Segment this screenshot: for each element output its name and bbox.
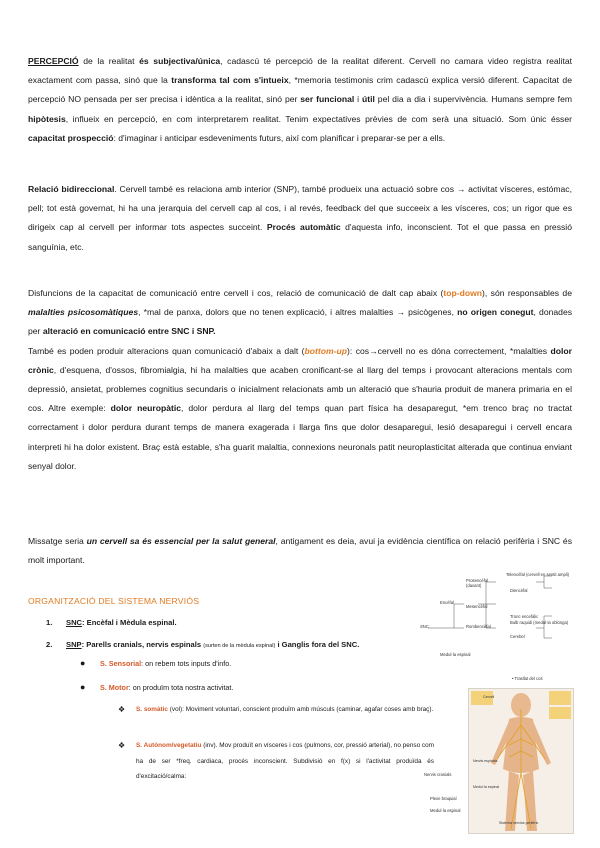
bullet-dot-icon: ●: [80, 682, 86, 692]
list-item-snp: 2. SNP: Parells cranials, nervis espinals (surten de la mèdula espinal) i Ganglis fora del SNC.: [46, 640, 360, 649]
figure-label-sistema: Sistema nerviós perifèric: [499, 821, 539, 825]
list-item-snc: 1. SNC: Encèfal i Mèdula espinal.: [46, 618, 177, 627]
paragraph-message: Missatge seria un cervell sa és essencial per la salut general, antigament es deia, avui ja evidència científica on relació perifèria i SNC és molt important.: [28, 536, 572, 566]
bullet-sensorial: ● S. Sensorial: on rebem tots inputs d'info.: [80, 658, 232, 668]
diagram-label-cerebel: Cerebel: [510, 634, 525, 639]
bullet-dot-icon: ●: [80, 658, 86, 668]
figure-label-medula: Medul·la espinal: [473, 785, 500, 789]
diamond-bullet-icon: ❖: [118, 741, 126, 750]
diagram-label-bulb: Bulb raquidi (medul·la oblonga): [510, 620, 569, 625]
diagram-label-prosencefal: Prosencèfal (davant): [466, 578, 489, 588]
nervous-system-figure: [468, 688, 574, 834]
diagram-label-diencefal: Diencèfal: [510, 588, 528, 593]
diagram-label-rombencefal: Rombencèfal: [466, 624, 491, 629]
tree-branch-prosencefal: [536, 576, 552, 588]
figure-label-medula-2: Medul·la espinal: [430, 808, 461, 813]
legend-box-icon: [549, 691, 571, 705]
nervous-system-tree-diagram: [414, 568, 590, 688]
paragraph-dysfunctions: Disfuncions de la capacitat de comunicació entre cervell i cos, relació de comunicació de dalt cap abaix (top-down), són responsables de malalties psicosomàtiques, *mal de panxa, dolors que no tenen explicació, i altres malalties → psicògenes, no origen conegut, donades per alteració en comunicació entre SNC i SNP. També es poden produir alteracions quan comunicació d'abaix a dalt (bottom-up): cos→cervell no es dóna correctement, *malalties dolor crònic, d'esquena, d'ossos, fibromialgia, hi ha malalties que acaben cronificant-se al llarg del temps i provocant alteracions mentals com depressió, ansietat, problemes cognitius secundaris o inicialment relacionats amb un alteració que s'hauria produit de manera primaria en el cos. Altre exemple: dolor neuropàtic, dolor perdura al llarg del temps quan part física ha desaparegut, *em trenco braç no tractat correctament i dolor perdura durant temps de manera exagerada i llarga fins que dolor desaparegui, lesió desaparegui i cervell encara interpreti hi ha dolor existent. Braç està estable, s'ha guarit malaltia, connexions neuronals patit neuroplasticitat alterada que continua enviant senyal dolor.: [28, 288, 573, 471]
tree-branch-snc: [428, 604, 464, 628]
sub-somatic: ❖ S. somàtic (vol): Moviment voluntari, conscient produïm amb músculs (caminar, agafar coses amb braç).: [136, 702, 434, 718]
diagram-label-trasllat: • Trasllat del cos: [512, 676, 543, 681]
paragraph-perception: PERCEPCIÓ de la realitat és subjectiva/única, cadascú té percepció de la realitat diferent. Cervell no camara video registra realitat exactament com passa, sinó que la transforma tal com s'intueix, *memoria testimonis crim cadascú explica versió diferent. Capacitat de percepció NO pensada per ser precisa i idèntica a la realitat, sinó per ser funcional i útil pel dia a dia i supervivència. Humans sempre fem hipòtesis, influeix en percepció, en com interpretarem realitat. Tenim expectatives prèvies de com serà una situació. Som únic ésser capacitat prospecció: d'imaginar i anticipar esdeveniments futurs, així com planificar i preparar-se per a ells.: [28, 56, 573, 143]
diagram-label-mesencefal: Mesencèfal: [466, 604, 488, 609]
sub-autonom: ❖ S. Autònom/vegetatiu (inv). Mov produït en vísceres i cos (pulmons, cor, pressió arterial), no penso com ha de ser *freq. cardiaca, procés inconscient. Subdivisió en f(x) si l'activitat produïda és d'excitació/calma:: [136, 738, 434, 785]
paragraph-bidirectional: Relació bidireccional. Cervell també es relaciona amb interior (SNP), també produeix una actuació sobre cos → activitat vísceres, estómac, pell; tot està governat, hi ha una jerarquia del cervell cap al cos, i al revés, feedback del que succeeix a les vísceres, cos; un rigor que es dirigeix cap al cervell per informar tots aspectes succeint. Procés automàtic d'aquesta info, inconscient. Tot el que passa en pressió sanguínia, etc.: [28, 184, 572, 252]
bullet-motor: ● S. Motor: on produïm tota nostra activitat.: [80, 682, 234, 692]
figure-label-nervis: Nervis espinals: [473, 759, 498, 763]
diagram-label-snc: SNC: [420, 624, 429, 629]
diagram-label-tronc: Tronc encefàlic: [510, 614, 539, 619]
diagram-label-medula: Medul·la espinal: [440, 652, 471, 657]
diagram-label-encefal: Encèfal: [440, 600, 454, 605]
figure-label-plexe: Plexe braquial: [430, 796, 457, 801]
figure-label-nervis-cranials: Nervis cranials: [424, 772, 452, 777]
diagram-label-telencefal: Telencèfal (cervell en sentit ampli): [506, 572, 570, 577]
diamond-bullet-icon: ❖: [118, 705, 126, 714]
figure-label-cervell: Cervell: [483, 695, 495, 699]
legend-box-icon: [549, 707, 571, 719]
term-percepcio: PERCEPCIÓ: [28, 56, 79, 66]
section-heading: ORGANITZACIÓ DEL SISTEMA NERVIÓS: [28, 596, 200, 606]
